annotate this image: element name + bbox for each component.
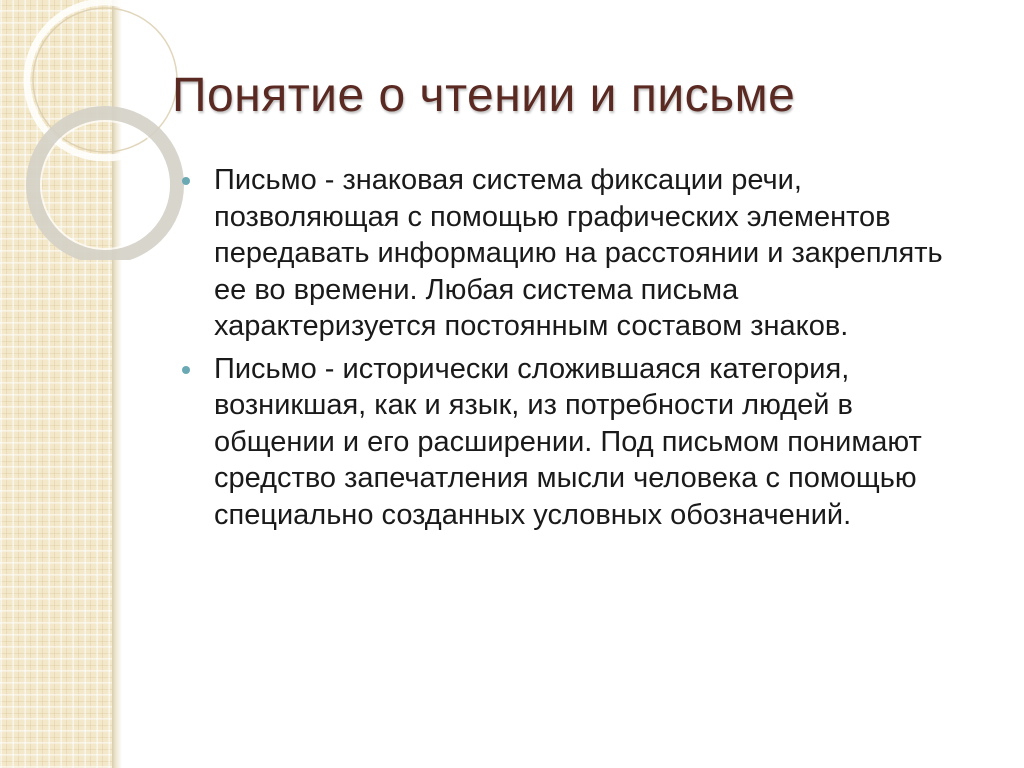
bullet-text: Письмо - знаковая система фиксации речи, позволяющая с помощью графических элементов передавать информацию на расстоянии и закреплять ее во времени. Любая система письма характеризуется постоянным составом знаков. (214, 164, 943, 342)
decorative-circle-bottom (33, 113, 177, 257)
decorative-circles (0, 0, 200, 260)
list-item (180, 162, 950, 345)
bullet-text: Письмо - исторически сложившаяся категория, возникшая, как и язык, из потребности людей в общении и его расширении. Под письмом понимают средство запечатления мысли человека с помощью специально созданных условных обозначений. (214, 352, 922, 531)
list-item (180, 351, 950, 534)
bullet-icon (182, 366, 190, 374)
decorative-circle-bottom-inner (41, 121, 169, 249)
slide-title: Понятие о чтении и письме (172, 69, 796, 122)
bullet-icon (182, 177, 190, 185)
bullet-list (180, 162, 950, 539)
